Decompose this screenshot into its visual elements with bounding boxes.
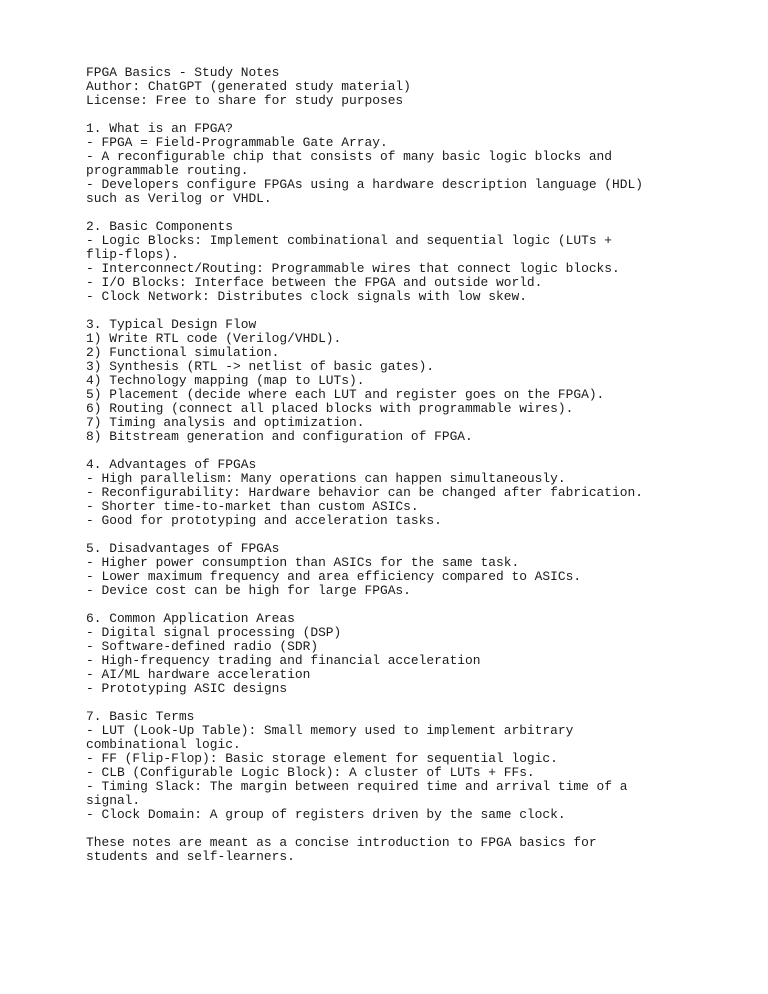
spacer bbox=[86, 822, 746, 836]
spacer bbox=[86, 206, 746, 220]
section-line: 2) Functional simulation. bbox=[86, 345, 280, 360]
section-line: 1) Write RTL code (Verilog/VHDL). bbox=[86, 331, 342, 346]
section-line: - A reconfigurable chip that consists of many basic logic blocks and bbox=[86, 149, 613, 164]
section-heading: 2. Basic Components bbox=[86, 219, 233, 234]
section-line: - High parallelism: Many operations can happen simultaneously. bbox=[86, 471, 566, 486]
section-1 bbox=[86, 122, 746, 220]
document-title: FPGA Basics - Study Notes bbox=[86, 65, 280, 80]
section-4 bbox=[86, 458, 746, 542]
section-line: - FPGA = Field-Programmable Gate Array. bbox=[86, 135, 388, 150]
spacer bbox=[86, 108, 746, 122]
closing-line: students and self-learners. bbox=[86, 849, 295, 864]
section-line: signal. bbox=[86, 793, 141, 808]
section-line: - Timing Slack: The margin between required time and arrival time of a bbox=[86, 779, 628, 794]
section-line: - Developers configure FPGAs using a hardware description language (HDL) bbox=[86, 177, 643, 192]
spacer bbox=[86, 696, 746, 710]
section-line: 7) Timing analysis and optimization. bbox=[86, 415, 365, 430]
closing-paragraph bbox=[86, 836, 746, 864]
section-line: - Digital signal processing (DSP) bbox=[86, 625, 342, 640]
spacer bbox=[86, 598, 746, 612]
section-line: - LUT (Look-Up Table): Small memory used to implement arbitrary bbox=[86, 723, 574, 738]
section-line: - Clock Domain: A group of registers driven by the same clock. bbox=[86, 807, 566, 822]
section-line: - FF (Flip-Flop): Basic storage element for sequential logic. bbox=[86, 751, 558, 766]
sections bbox=[86, 122, 746, 836]
section-line: - I/O Blocks: Interface between the FPGA and outside world. bbox=[86, 275, 543, 290]
section-line: flip-flops). bbox=[86, 247, 179, 262]
spacer bbox=[86, 304, 746, 318]
section-heading: 5. Disadvantages of FPGAs bbox=[86, 541, 280, 556]
section-heading: 6. Common Application Areas bbox=[86, 611, 295, 626]
section-line: 6) Routing (connect all placed blocks with programmable wires). bbox=[86, 401, 574, 416]
section-line: - Clock Network: Distributes clock signals with low skew. bbox=[86, 289, 527, 304]
document-body bbox=[86, 66, 746, 864]
section-line: - Lower maximum frequency and area efficiency compared to ASICs. bbox=[86, 569, 582, 584]
section-line: - Good for prototyping and acceleration tasks. bbox=[86, 513, 442, 528]
section-line: - Logic Blocks: Implement combinational and sequential logic (LUTs + bbox=[86, 233, 613, 248]
section-heading: 1. What is an FPGA? bbox=[86, 121, 233, 136]
section-line: - Reconfigurability: Hardware behavior can be changed after fabrication. bbox=[86, 485, 643, 500]
section-line: such as Verilog or VHDL. bbox=[86, 191, 272, 206]
section-2 bbox=[86, 220, 746, 318]
closing-line: These notes are meant as a concise introduction to FPGA basics for bbox=[86, 835, 597, 850]
section-line: - CLB (Configurable Logic Block): A cluster of LUTs + FFs. bbox=[86, 765, 535, 780]
section-line: - Prototyping ASIC designs bbox=[86, 681, 288, 696]
section-3 bbox=[86, 318, 746, 458]
section-heading: 7. Basic Terms bbox=[86, 709, 195, 724]
section-7 bbox=[86, 710, 746, 836]
section-line: 3) Synthesis (RTL -> netlist of basic gates). bbox=[86, 359, 435, 374]
section-heading: 4. Advantages of FPGAs bbox=[86, 457, 257, 472]
section-line: - High-frequency trading and financial acceleration bbox=[86, 653, 481, 668]
section-line: - Interconnect/Routing: Programmable wires that connect logic blocks. bbox=[86, 261, 620, 276]
spacer bbox=[86, 444, 746, 458]
section-line: - Shorter time-to-market than custom ASICs. bbox=[86, 499, 419, 514]
section-heading: 3. Typical Design Flow bbox=[86, 317, 257, 332]
spacer bbox=[86, 528, 746, 542]
section-line: - Software-defined radio (SDR) bbox=[86, 639, 319, 654]
section-line: - Higher power consumption than ASICs for the same task. bbox=[86, 555, 520, 570]
section-line: 8) Bitstream generation and configuration of FPGA. bbox=[86, 429, 473, 444]
author-line: Author: ChatGPT (generated study material) bbox=[86, 79, 411, 94]
section-line: 4) Technology mapping (map to LUTs). bbox=[86, 373, 365, 388]
section-line: programmable routing. bbox=[86, 163, 249, 178]
section-6 bbox=[86, 612, 746, 710]
license-line: License: Free to share for study purposes bbox=[86, 93, 404, 108]
section-line: - Device cost can be high for large FPGAs. bbox=[86, 583, 411, 598]
section-line: - AI/ML hardware acceleration bbox=[86, 667, 311, 682]
section-line: combinational logic. bbox=[86, 737, 241, 752]
section-line: 5) Placement (decide where each LUT and register goes on the FPGA). bbox=[86, 387, 605, 402]
section-5 bbox=[86, 542, 746, 612]
